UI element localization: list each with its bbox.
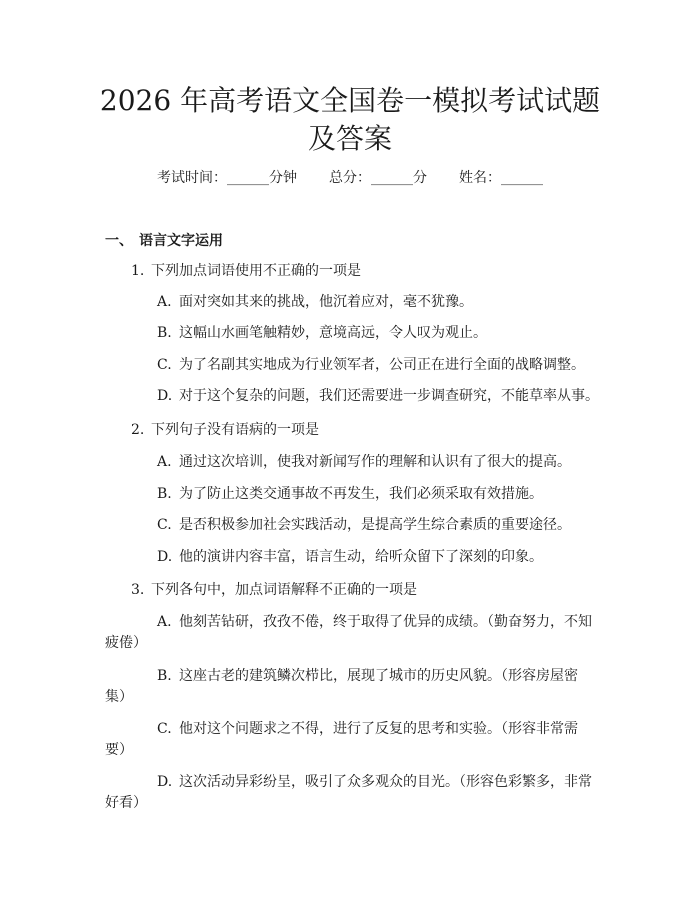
option-text: 这座古老的建筑鳞次栉比，展现了城市的历史风貌。（形容房屋密: [179, 668, 578, 684]
option-letter: A.: [157, 614, 172, 630]
option-text: 他的演讲内容丰富，语言生动，给听众留下了深刻的印象。: [179, 549, 543, 565]
question-stem: [131, 580, 417, 600]
section-title: 语言文字运用: [139, 233, 223, 249]
option-text-continuation: 要）: [105, 742, 133, 758]
document-title: 2026 年高考语文全国卷一模拟考试试题及答案: [99, 84, 601, 155]
option-text: 他刻苦钻研，孜孜不倦，终于取得了优异的成绩。（勤奋努力，不知: [179, 614, 592, 630]
option-text: 他对这个问题求之不得，进行了反复的思考和实验。（形容非常需: [179, 721, 578, 737]
question-text: 下列句子没有语病的一项是: [151, 422, 319, 438]
answer-option: [157, 772, 592, 792]
question-text: 下列各句中，加点词语解释不正确的一项是: [151, 582, 417, 598]
answer-option: [157, 386, 599, 406]
total-score-label: 总分：______分: [329, 170, 427, 186]
option-text-continuation: 疲倦）: [105, 635, 147, 651]
option-text: 是否积极参加社会实践活动，是提高学生综合素质的重要途径。: [179, 517, 571, 533]
option-letter: D.: [157, 388, 173, 404]
option-letter: B.: [157, 486, 172, 502]
exam-time-label: 考试时间：______分钟: [157, 170, 297, 186]
answer-option: [157, 355, 585, 375]
question-number: 1.: [131, 263, 145, 279]
option-letter: D.: [157, 774, 173, 790]
section-number: 一、: [105, 233, 133, 249]
option-text-continuation: 集）: [105, 689, 133, 705]
option-text: 这幅山水画笔触精妙，意境高远，令人叹为观止。: [179, 325, 487, 341]
question-stem: [131, 420, 319, 440]
option-text: 面对突如其来的挑战，他沉着应对，毫不犹豫。: [179, 294, 473, 310]
question-stem: [131, 261, 361, 281]
answer-option: [157, 484, 543, 504]
question-number: 3.: [131, 582, 145, 598]
option-text: 对于这个复杂的问题，我们还需要进一步调查研究，不能草率从事。: [179, 388, 599, 404]
option-text: 这次活动异彩纷呈，吸引了众多观众的目光。（形容色彩繁多，非常: [179, 774, 592, 790]
answer-option: [157, 666, 578, 686]
option-letter: A.: [157, 294, 172, 310]
answer-option: [157, 547, 543, 567]
option-letter: C.: [157, 517, 172, 533]
option-letter: B.: [157, 325, 172, 341]
section-heading: [105, 231, 223, 251]
option-letter: C.: [157, 721, 172, 737]
option-letter: C.: [157, 357, 172, 373]
option-text: 为了防止这类交通事故不再发生，我们必须采取有效措施。: [179, 486, 543, 502]
option-letter: D.: [157, 549, 173, 565]
question-number: 2.: [131, 422, 145, 438]
option-letter: B.: [157, 668, 172, 684]
answer-option: [157, 452, 571, 472]
answer-option: [157, 292, 473, 312]
answer-option: [157, 719, 578, 739]
option-text: 通过这次培训，使我对新闻写作的理解和认识有了很大的提高。: [179, 454, 571, 470]
option-text: 为了名副其实地成为行业领军者，公司正在进行全面的战略调整。: [179, 357, 585, 373]
option-text-continuation: 好看）: [105, 795, 147, 811]
option-letter: A.: [157, 454, 172, 470]
answer-option: [157, 515, 571, 535]
student-name-label: 姓名：______: [459, 170, 543, 186]
question-text: 下列加点词语使用不正确的一项是: [151, 263, 361, 279]
answer-option: [157, 323, 487, 343]
exam-meta: [0, 168, 700, 188]
answer-option: [157, 612, 592, 632]
